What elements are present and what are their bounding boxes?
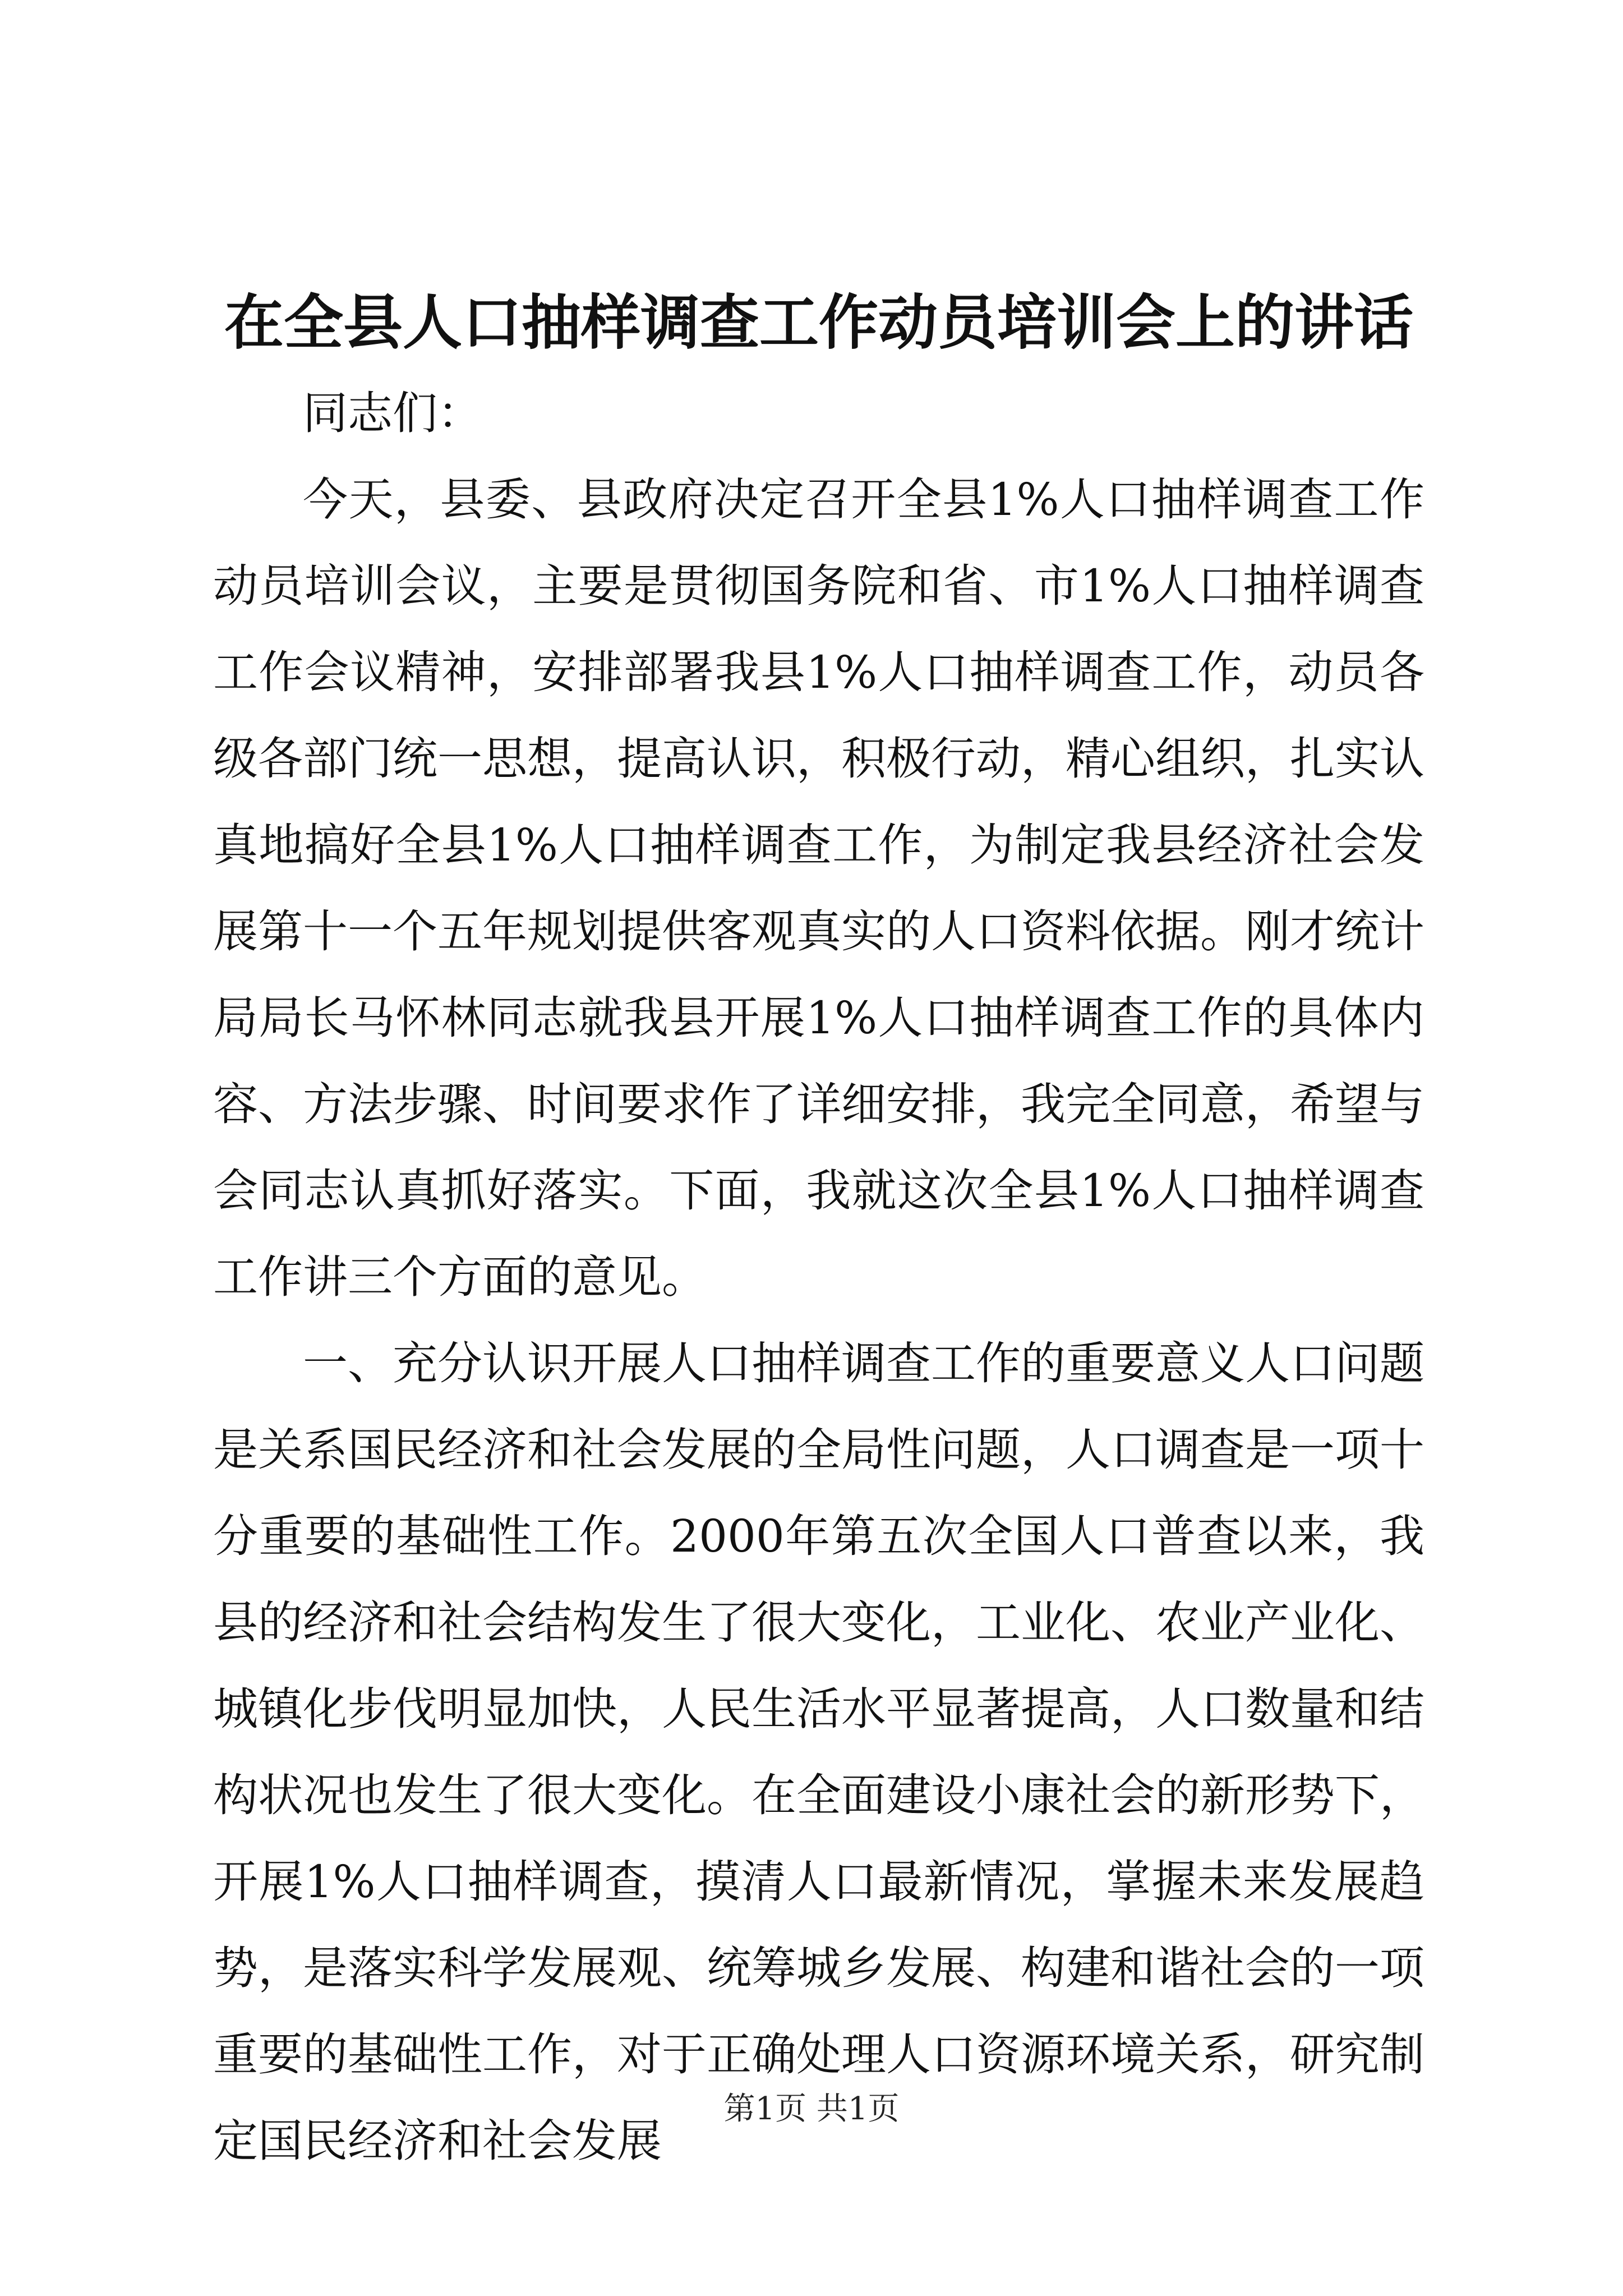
document-body <box>213 370 1424 2184</box>
salutation: 同志们： <box>303 387 482 439</box>
page-footer: 第1页 共1页 <box>723 2091 900 2127</box>
paragraph-intro: 今天，县委、县政府决定召开全县1%人口抽样调查工作动员培训会议，主要是贯彻国务院和省、市1%人口抽样调查工作会议精神，安排部署我县1%人口抽样调查工作，动员各级各部门统一思想，提高认识，积极行动，精心组织，扎实认真地搞好全县1%人口抽样调查工作，为制定我县经济社会发展第十一个五年规划提供客观真实的人口资料依据。刚才统计局局长马怀林同志就我县开展1%人口抽样调查工作的具体内容、方法步骤、时间要求作了详细安排，我完全同意，希望与会同志认真抓好落实。下面，我就这次全县1%人口抽样调查工作讲三个方面的意见。 <box>213 473 1424 1303</box>
paragraph-section-one: 一、充分认识开展人口抽样调查工作的重要意义人口问题是关系国民经济和社会发展的全局性问题，人口调查是一项十分重要的基础性工作。2000年第五次全国人口普查以来，我县的经济和社会结构发生了很大变化，工业化、农业产业化、城镇化步伐明显加快，人民生活水平显著提高，人口数量和结构状况也发生了很大变化。在全面建设小康社会的新形势下，开展1%人口抽样调查，摸清人口最新情况，掌握未来发展趋势，是落实科学发展观、统筹城乡发展、构建和谐社会的一项重要的基础性工作，对于正确处理人口资源环境关系，研究制定国民经济和社会发展 <box>213 1337 1424 2167</box>
document-title: 在全县人口抽样调查工作动员培训会上的讲话 <box>224 287 1413 357</box>
